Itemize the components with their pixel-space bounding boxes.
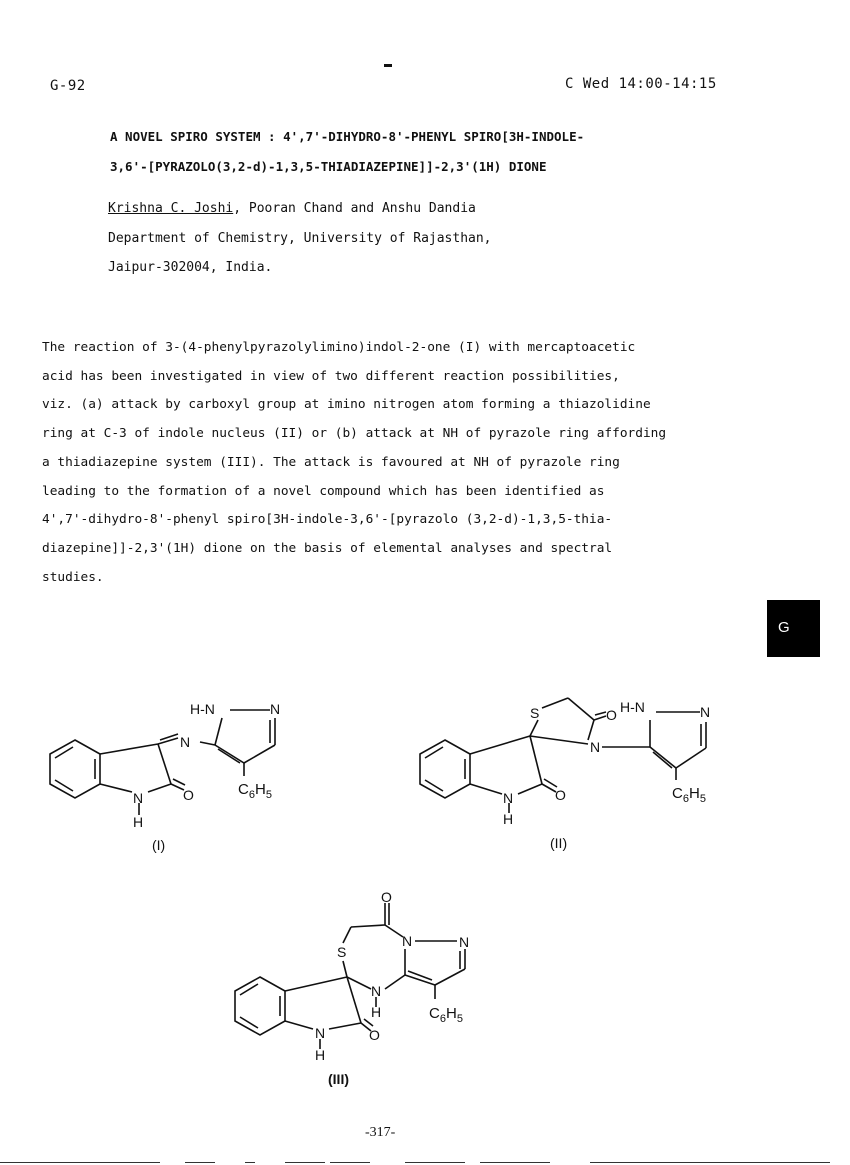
section-tab-letter: G — [778, 619, 790, 636]
phenyl-label: $C_6H_5$ — [672, 785, 706, 805]
abstract-line: diazepine]]-2,3'(1H) dione on the basis of elemental analyses and spectral — [42, 540, 613, 556]
atom-n-imine: N — [180, 734, 191, 750]
abstract-line: ring at C-3 of indole nucleus (II) or (b) attack at NH of pyrazole ring affording — [42, 426, 667, 442]
structure-I-label: (I) — [152, 837, 166, 853]
structure-III — [225, 885, 505, 1090]
presenting-author: Krishna C. Joshi — [108, 201, 234, 216]
abstract-line: leading to the formation of a novel compound which has been identified as — [42, 483, 605, 499]
atom-n-indole: N — [315, 1025, 326, 1041]
title-line-1: A NOVEL SPIRO SYSTEM : 4',7'-DIHYDRO-8'-PHENYL SPIRO[3H-INDOLE- — [110, 129, 585, 144]
structure-I — [40, 690, 320, 860]
structure-II-label: (II) — [550, 835, 568, 851]
atom-s: S — [530, 705, 540, 721]
structure-II — [410, 690, 740, 860]
scan-rule — [405, 1162, 465, 1163]
author-line — [108, 194, 492, 224]
top-mark — [384, 64, 392, 67]
atom-o: O — [183, 787, 194, 803]
atom-n: N — [270, 701, 281, 717]
scan-rule — [185, 1162, 215, 1163]
page-code: G-92 — [50, 78, 86, 94]
abstract-line: viz. (a) attack by carboxyl group at imino nitrogen atom forming a thiazolidine — [42, 397, 651, 413]
atom-nh: N — [503, 790, 514, 806]
abstract-line: a thiadiazepine system (III). The attack is favoured at NH of pyrazole ring — [42, 454, 620, 470]
atom-hn: H-N — [190, 701, 215, 717]
atom-hn: H-N — [620, 699, 645, 715]
page-number: -317- — [365, 1125, 396, 1140]
atom-n1: N — [402, 933, 413, 949]
atom-h1: H — [371, 1004, 382, 1020]
atom-o-top: O — [381, 889, 392, 905]
co-authors: , Pooran Chand and Anshu Dandia — [233, 201, 476, 216]
atom-h2: H — [315, 1047, 326, 1063]
scan-rule — [285, 1162, 325, 1163]
abstract-line: studies. — [42, 569, 104, 585]
atom-n: N — [700, 704, 711, 720]
atom-o: O — [555, 787, 566, 803]
session-time: C Wed 14:00-14:15 — [565, 76, 717, 92]
scan-rule — [480, 1162, 550, 1163]
atom-h: H — [503, 811, 514, 827]
section-tab — [767, 600, 820, 657]
author-block — [108, 194, 492, 283]
address: Jaipur-302004, India. — [108, 260, 273, 275]
abstract-line: 4',7'-dihydro-8'-phenyl spiro[3H-indole-3,6'-[pyrazolo (3,2-d)-1,3,5-thia- — [42, 512, 613, 528]
paper-title — [110, 122, 584, 182]
phenyl-label: $C_6H_5$ — [238, 781, 272, 801]
atom-s: S — [337, 944, 347, 960]
atom-n2: N — [459, 934, 470, 950]
abstract — [42, 334, 666, 592]
title-line-2: 3,6'-[PYRAZOLO(3,2-d)-1,3,5-THIADIAZEPINE]]-2,3'(1H) DIONE — [110, 159, 547, 174]
abstract-line: acid has been investigated in view of two different reaction possibilities, — [42, 368, 620, 384]
affiliation: Department of Chemistry, University of Rajasthan, — [108, 230, 492, 246]
phenyl-label: $C_6H_5$ — [429, 1005, 463, 1025]
atom-nh: N — [133, 790, 144, 806]
atom-o-ring: O — [606, 707, 617, 723]
atom-n-ring: N — [590, 739, 601, 755]
scan-rule — [0, 1162, 160, 1163]
atom-nh: N — [371, 983, 382, 999]
atom-h: H — [133, 814, 144, 830]
abstract-line: The reaction of 3-(4-phenylpyrazolylimino)indol-2-one (I) with mercaptoacetic — [42, 340, 636, 355]
scan-rule — [330, 1162, 370, 1163]
atom-o: O — [369, 1027, 380, 1043]
scan-rule — [245, 1162, 255, 1163]
structure-III-label: (III) — [328, 1071, 349, 1087]
scan-rule — [590, 1162, 830, 1163]
